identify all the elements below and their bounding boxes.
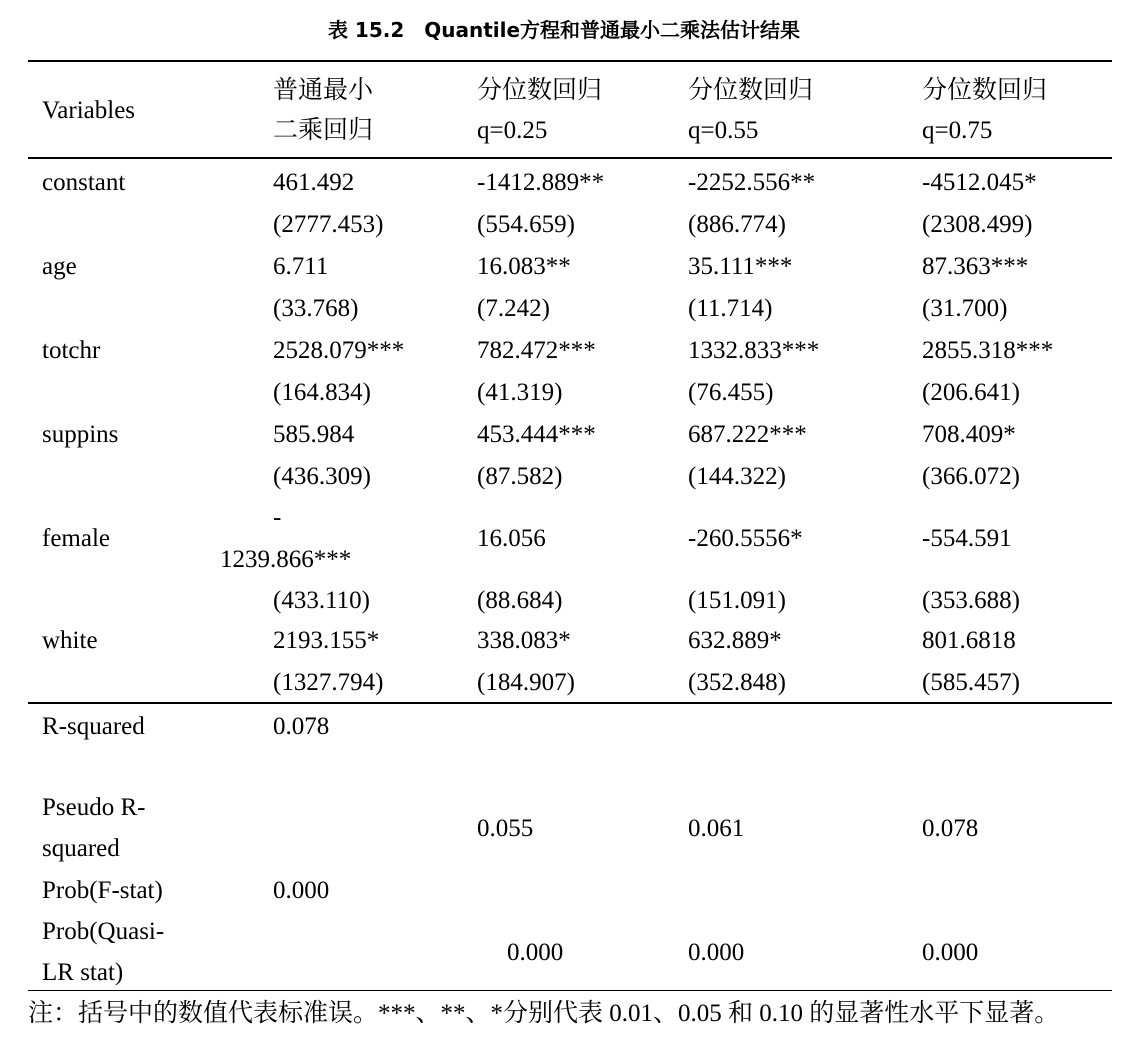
header-q25-line2: q=0.25	[477, 117, 548, 144]
coef-cell: 87.363***	[922, 253, 1029, 280]
header-q25-line1: 分位数回归	[477, 77, 603, 104]
probq-label-line2: LR stat)	[42, 959, 124, 986]
header-variables: Variables	[42, 97, 136, 124]
probq-q55: 0.000	[688, 939, 745, 966]
coef-cell: 801.6818	[922, 627, 1016, 654]
coef-cell: 461.492	[273, 169, 355, 196]
se-cell: (585.457)	[922, 669, 1020, 696]
se-cell: (433.110)	[273, 587, 370, 614]
coef-cell: 687.222***	[688, 421, 807, 448]
se-cell: (164.834)	[273, 379, 371, 406]
row-label: female	[42, 525, 111, 552]
coef-cell: 1332.833***	[688, 337, 820, 364]
header-ols-line2: 二乘回归	[273, 117, 374, 144]
row-label: totchr	[42, 337, 101, 364]
header-ols-line1: 普通最小	[273, 77, 374, 104]
se-cell: (76.455)	[688, 379, 774, 406]
rsq-label: R-squared	[42, 713, 145, 740]
coef-cell: 16.083**	[477, 253, 571, 280]
header-q55-line2: q=0.55	[688, 117, 759, 144]
coef-cell: 708.409*	[922, 421, 1016, 448]
pseudo-rsq-label-line1: Pseudo R-	[42, 794, 146, 821]
se-cell: (11.714)	[688, 295, 773, 322]
header-q75-line1: 分位数回归	[922, 77, 1048, 104]
se-cell: (88.684)	[477, 587, 563, 614]
row-label: age	[42, 253, 77, 280]
header-q75-line2: q=0.75	[922, 117, 993, 144]
coef-cell: -1412.889**	[477, 169, 605, 196]
se-cell: (31.700)	[922, 295, 1008, 322]
probq-q25: 0.000	[507, 939, 564, 966]
se-cell: (206.641)	[922, 379, 1020, 406]
coef-cell: 338.083*	[477, 627, 571, 654]
probf-label: Prob(F-stat)	[42, 877, 163, 904]
se-cell: (7.242)	[477, 295, 550, 322]
pseudo-rsq-q25: 0.055	[477, 815, 534, 842]
probf-ols-value: 0.000	[273, 877, 330, 904]
coef-cell: 2193.155*	[273, 627, 380, 654]
se-cell: (151.091)	[688, 587, 786, 614]
row-label: white	[42, 627, 98, 654]
coef-cell: -260.5556*	[688, 525, 803, 552]
coef-cell: 453.444***	[477, 421, 596, 448]
se-cell: (2308.499)	[922, 211, 1033, 238]
table-caption: 表 15.2 Quantile方程和普通最小二乘法估计结果	[327, 18, 801, 42]
coef-cell: 782.472***	[477, 337, 596, 364]
se-cell: (1327.794)	[273, 669, 384, 696]
probq-label-line1: Prob(Quasi-	[42, 918, 165, 945]
se-cell: (436.309)	[273, 463, 371, 490]
coef-cell: -554.591	[922, 525, 1012, 552]
coef-cell: 2855.318***	[922, 337, 1054, 364]
header-rule	[28, 157, 1112, 159]
top-rule	[28, 60, 1112, 62]
pseudo-rsq-q55: 0.061	[688, 815, 745, 842]
se-cell: (87.582)	[477, 463, 563, 490]
se-cell: (2777.453)	[273, 211, 384, 238]
table-note: 注：括号中的数值代表标准误。***、**、*分别代表 0.01、0.05 和 0.10 的显著性水平下显著。	[28, 1000, 1060, 1027]
se-cell: (144.322)	[688, 463, 786, 490]
coef-cell-line2: 1239.866***	[220, 546, 352, 573]
coef-cell: -4512.045*	[922, 169, 1037, 196]
se-cell: (184.907)	[477, 669, 575, 696]
header-q55-line1: 分位数回归	[688, 77, 814, 104]
coef-cell: 6.711	[273, 253, 329, 280]
se-cell: (33.768)	[273, 295, 359, 322]
coef-cell: 16.056	[477, 525, 546, 552]
probq-q75: 0.000	[922, 939, 979, 966]
coef-cell: 632.889*	[688, 627, 782, 654]
se-cell: (886.774)	[688, 211, 786, 238]
se-cell: (554.659)	[477, 211, 575, 238]
se-cell: (41.319)	[477, 379, 563, 406]
coef-cell: -2252.556**	[688, 169, 816, 196]
pseudo-rsq-q75: 0.078	[922, 815, 979, 842]
row-label: suppins	[42, 421, 119, 448]
bottom-rule	[28, 990, 1112, 991]
rsq-ols-value: 0.078	[273, 713, 330, 740]
coef-cell-line1: -	[273, 504, 282, 531]
coef-cell: 2528.079***	[273, 337, 405, 364]
pseudo-rsq-label-line2: squared	[42, 835, 120, 862]
coef-cell: 585.984	[273, 421, 355, 448]
row-label: constant	[42, 169, 126, 196]
se-cell: (366.072)	[922, 463, 1020, 490]
se-cell: (352.848)	[688, 669, 786, 696]
coef-cell: 35.111***	[688, 253, 793, 280]
se-cell: (353.688)	[922, 587, 1020, 614]
